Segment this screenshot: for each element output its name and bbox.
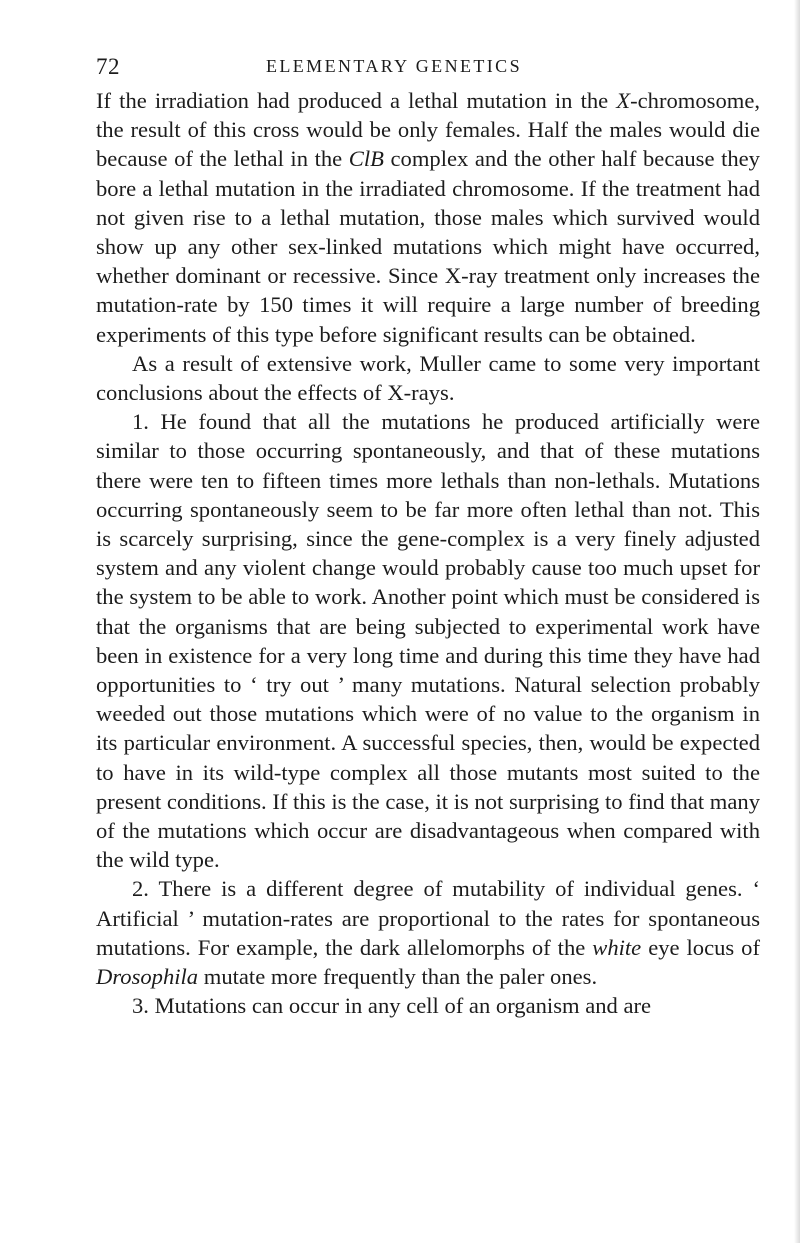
paragraph-point-2: 2. There is a different degree of mutability of individual genes. ‘ Artificial ’ mutation-rates are proportional to the rates for spontaneous mutations. For example, the dark allelomorphs of the white eye locus of Drosophila mutate more frequently than the paler ones.	[96, 876, 761, 990]
paragraph-point-3: 3. Mutations can occur in any cell of an organism and are	[132, 993, 652, 1019]
white-locus-term: white	[592, 934, 642, 960]
paragraph-irradiation-cross: If the irradiation had produced a lethal mutation in the X-chromosome, the result of this cross would be only females. Half the males would die because of the lethal in the ClB complex and the other half because they bore a lethal mutation in the irradiated chromosome. If the treatment had not given rise to a lethal mutation, those males which survived would show up any other sex-linked mutations which might have occurred, whether dominant or recessive. Since X-ray treatment only increases the mutation-rate by 150 times it will require a large number of breeding experiments of this type before significant results can be obtained.	[96, 88, 760, 347]
clb-complex-symbol: ClB	[348, 146, 384, 172]
page-number: 72	[96, 54, 120, 79]
drosophila-term: Drosophila	[96, 964, 199, 990]
running-title: ELEMENTARY GENETICS	[266, 56, 522, 76]
paragraph-point-1: 1. He found that all the mutations he produced artificially were similar to those occurring spontaneously, and that of these mutations there were ten to fifteen times more lethals than non-lethals. Mutations occurring spontaneously seem to be far more often lethal than not. This is scarcely surprising, since the gene-complex is a very finely adjusted system and any violent change would probably cause too much upset for the system to be able to work. Another point which must be considered is that the organisms that are being subjected to experimental work have been in existence for a very long time and during this time they have had opportunities to ‘ try out ’ many mutations. Natural selection probably weeded out those mutations which were of no value to the organism in its particular environment. A successful species, then, would be expected to have in its wild-type complex all those mutants most suited to the present conditions. If this is the case, it is not surprising to find that many of the mutations which occur are disadvantageous when compared with the wild type.	[96, 409, 760, 873]
body-text	[96, 86, 760, 1021]
x-chromosome-symbol: X	[616, 88, 631, 113]
paragraph-muller-conclusions: As a result of extensive work, Muller came to some very important conclusions about the effects of X-rays.	[96, 350, 760, 406]
page-header	[96, 48, 760, 84]
page-edge-shadow	[794, 0, 800, 1243]
